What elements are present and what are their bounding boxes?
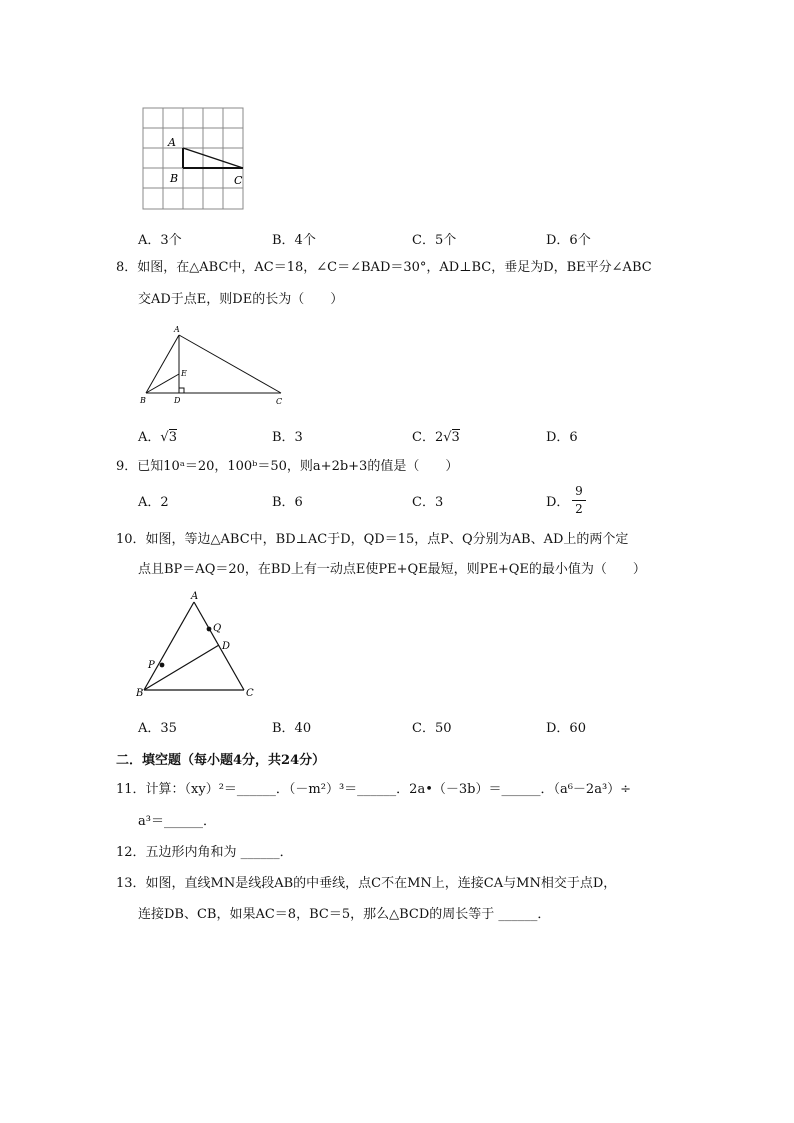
q8-triangle-figure bbox=[136, 322, 290, 408]
label-d: D bbox=[222, 641, 231, 652]
label-b: B bbox=[136, 688, 144, 699]
q8-option-c-label: C．2 bbox=[412, 430, 444, 445]
q8-option-b[interactable]: B．3 bbox=[272, 430, 303, 445]
q10-triangle-figure bbox=[136, 588, 260, 702]
q10-stem-line1: 10．如图，等边△ABC中，BD⊥AC于D，QD＝15，点P、Q分别为AB、AD上的两个定 bbox=[116, 532, 629, 547]
section2-title: 二．填空题（每小题4分，共24分） bbox=[116, 753, 326, 768]
triangle-abc bbox=[183, 148, 243, 168]
label-c: C bbox=[234, 174, 243, 187]
q13-stem-line2: 连接DB、CB，如果AC＝8，BC＝5，那么△BCD的周长等于 ______． bbox=[138, 907, 551, 922]
label-a: A bbox=[174, 325, 180, 334]
point-q bbox=[207, 627, 212, 632]
q7-grid-figure bbox=[138, 104, 250, 214]
q9-option-a[interactable]: A．2 bbox=[138, 495, 169, 510]
label-q: Q bbox=[213, 623, 222, 634]
q7-option-c[interactable]: C．5个 bbox=[412, 233, 457, 248]
label-b: B bbox=[170, 172, 179, 185]
q8-option-d[interactable]: D．6 bbox=[546, 430, 578, 445]
q10-stem-line2: 点且BP＝AQ＝20，在BD上有一动点E使PE+QE最短，则PE+QE的最小值为（ ） bbox=[138, 562, 646, 577]
sqrt-icon: √ bbox=[160, 430, 169, 445]
q13-stem-line1: 13．如图，直线MN是线段AB的中垂线，点C不在MN上，连接CA与MN相交于点D， bbox=[116, 876, 617, 891]
q8-option-c[interactable] bbox=[412, 426, 460, 445]
q7-option-b[interactable]: B．4个 bbox=[272, 233, 316, 248]
q9-option-d-denominator: 2 bbox=[575, 502, 583, 516]
q8-stem-line1: 8．如图，在△ABC中，AC＝18，∠C＝∠BAD＝30°，AD⊥BC，垂足为D，BE平分∠ABC bbox=[116, 260, 652, 275]
q11-stem-line2: a³＝______． bbox=[138, 814, 216, 829]
q9-option-b[interactable]: B．6 bbox=[272, 495, 303, 510]
q8-option-a[interactable] bbox=[138, 426, 177, 445]
point-p bbox=[160, 663, 165, 668]
label-e: E bbox=[181, 369, 187, 378]
q10-option-c[interactable]: C．50 bbox=[412, 721, 452, 736]
label-a: A bbox=[191, 591, 199, 602]
q8-stem-line2: 交AD于点E，则DE的长为（ ） bbox=[138, 292, 344, 307]
q7-option-d[interactable]: D．6个 bbox=[546, 233, 591, 248]
q12-stem: 12．五边形内角和为 ______． bbox=[116, 845, 293, 860]
sqrt-icon: √ bbox=[443, 430, 452, 445]
label-a: A bbox=[168, 136, 176, 149]
fraction-bar bbox=[572, 500, 586, 501]
q10-option-a[interactable]: A．35 bbox=[138, 721, 177, 736]
q9-option-d[interactable]: D． bbox=[546, 495, 570, 510]
q11-stem-line1: 11．计算：（xy）²＝______．（－m²）³＝______．2a•（－3b）＝______．（a⁶－2a³）÷ bbox=[116, 782, 632, 797]
label-b: B bbox=[140, 396, 146, 405]
q8-option-a-label: A． bbox=[138, 430, 161, 445]
grid-lines bbox=[143, 108, 243, 209]
q10-option-b[interactable]: B．40 bbox=[272, 721, 312, 736]
label-c: C bbox=[276, 397, 283, 406]
q9-option-d-numerator: 9 bbox=[575, 484, 583, 498]
q10-option-d[interactable]: D．60 bbox=[546, 721, 586, 736]
q8-option-a-radicand: 3 bbox=[168, 430, 177, 445]
q7-option-a[interactable]: A．3个 bbox=[138, 233, 182, 248]
label-p: P bbox=[148, 660, 155, 671]
label-d: D bbox=[174, 396, 181, 405]
q8-option-c-radicand: 3 bbox=[451, 430, 460, 445]
q9-stem: 9．已知10ᵃ＝20，100ᵇ＝50，则a+2b+3的值是（ ） bbox=[116, 459, 459, 474]
label-c: C bbox=[246, 688, 254, 699]
q9-option-c[interactable]: C．3 bbox=[412, 495, 444, 510]
